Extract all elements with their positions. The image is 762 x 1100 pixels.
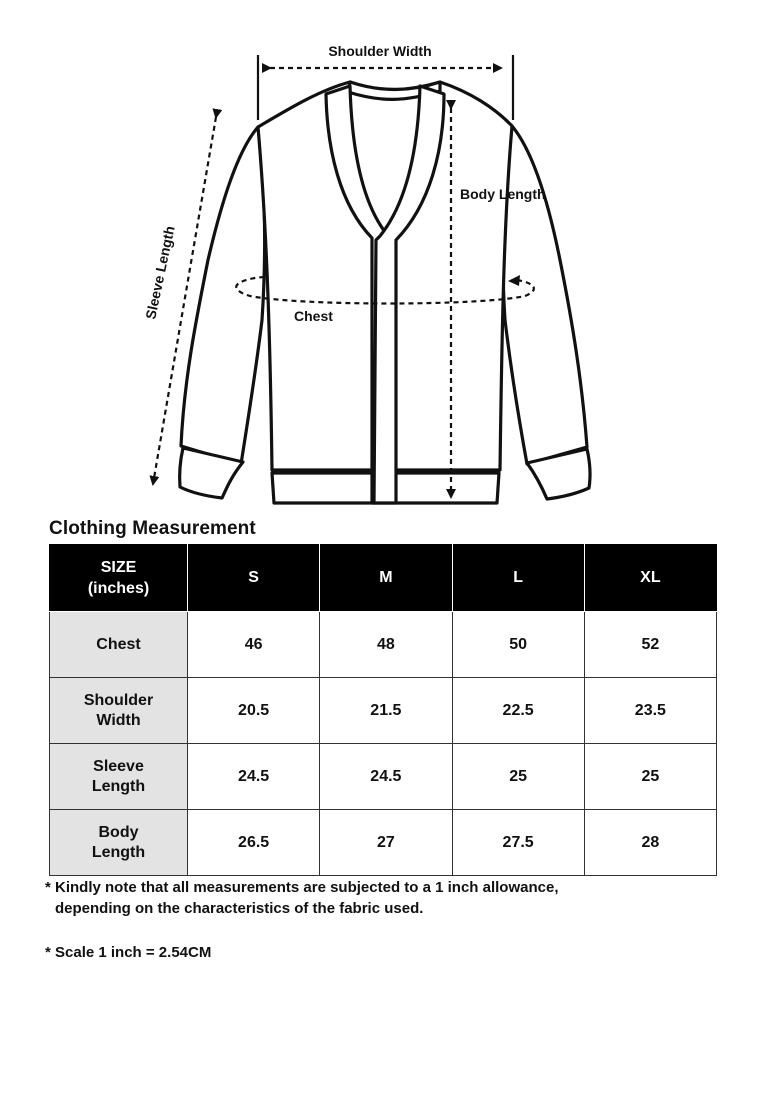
size-column-header: M xyxy=(320,545,452,612)
right-sleeve xyxy=(503,126,587,464)
body-length-label: Body Length xyxy=(460,186,546,202)
cardigan-measurement-diagram xyxy=(0,0,762,515)
size-header-line1: SIZE xyxy=(100,559,137,576)
sleeve-length-label: Sleeve Length xyxy=(142,224,178,321)
size-header-cell xyxy=(50,545,188,612)
row-label-line: Body xyxy=(98,823,139,841)
table-cell: 24.5 xyxy=(320,744,452,810)
size-column-header: L xyxy=(452,545,584,612)
table-cell: 26.5 xyxy=(188,810,320,876)
row-label-line: Length xyxy=(91,843,146,861)
table-cell: 52 xyxy=(584,612,716,678)
shoulder-width-label: Shoulder Width xyxy=(328,43,432,59)
table-cell: 20.5 xyxy=(188,678,320,744)
table-cell: 46 xyxy=(188,612,320,678)
size-column-header: S xyxy=(188,545,320,612)
table-cell: 25 xyxy=(452,744,584,810)
row-label-cell xyxy=(50,678,188,744)
table-cell: 28 xyxy=(584,810,716,876)
allowance-note-line1: * Kindly note that all measurements are subjected to a 1 inch allowance, xyxy=(45,879,559,896)
table-row xyxy=(50,810,717,876)
table-cell: 50 xyxy=(452,612,584,678)
size-column-header: XL xyxy=(584,545,716,612)
row-label-line: Sleeve xyxy=(93,757,144,775)
footnotes xyxy=(45,877,559,963)
section-title: Clothing Measurement xyxy=(49,518,256,539)
table-header-row xyxy=(50,545,717,612)
row-label-line: Shoulder xyxy=(83,691,154,709)
row-label-line: Length xyxy=(91,777,146,795)
table-cell: 27.5 xyxy=(452,810,584,876)
table-cell: 27 xyxy=(320,810,452,876)
row-label-line: Chest xyxy=(96,635,141,653)
left-sleeve xyxy=(181,127,265,464)
table-row xyxy=(50,678,717,744)
allowance-note-line2: depending on the characteristics of the fabric used. xyxy=(55,900,424,917)
row-label-line: Width xyxy=(96,711,141,729)
row-label-cell xyxy=(50,612,188,678)
row-label-cell xyxy=(50,744,188,810)
chest-label: Chest xyxy=(294,308,333,324)
table-cell: 48 xyxy=(320,612,452,678)
table-cell: 21.5 xyxy=(320,678,452,744)
table-row xyxy=(50,744,717,810)
size-chart-table xyxy=(49,544,717,876)
scale-note: * Scale 1 inch = 2.54CM xyxy=(45,944,212,961)
table-cell: 23.5 xyxy=(584,678,716,744)
size-header-line2: (inches) xyxy=(87,580,150,597)
table-cell: 22.5 xyxy=(452,678,584,744)
table-cell: 25 xyxy=(584,744,716,810)
row-label-cell xyxy=(50,810,188,876)
table-cell: 24.5 xyxy=(188,744,320,810)
table-row xyxy=(50,612,717,678)
